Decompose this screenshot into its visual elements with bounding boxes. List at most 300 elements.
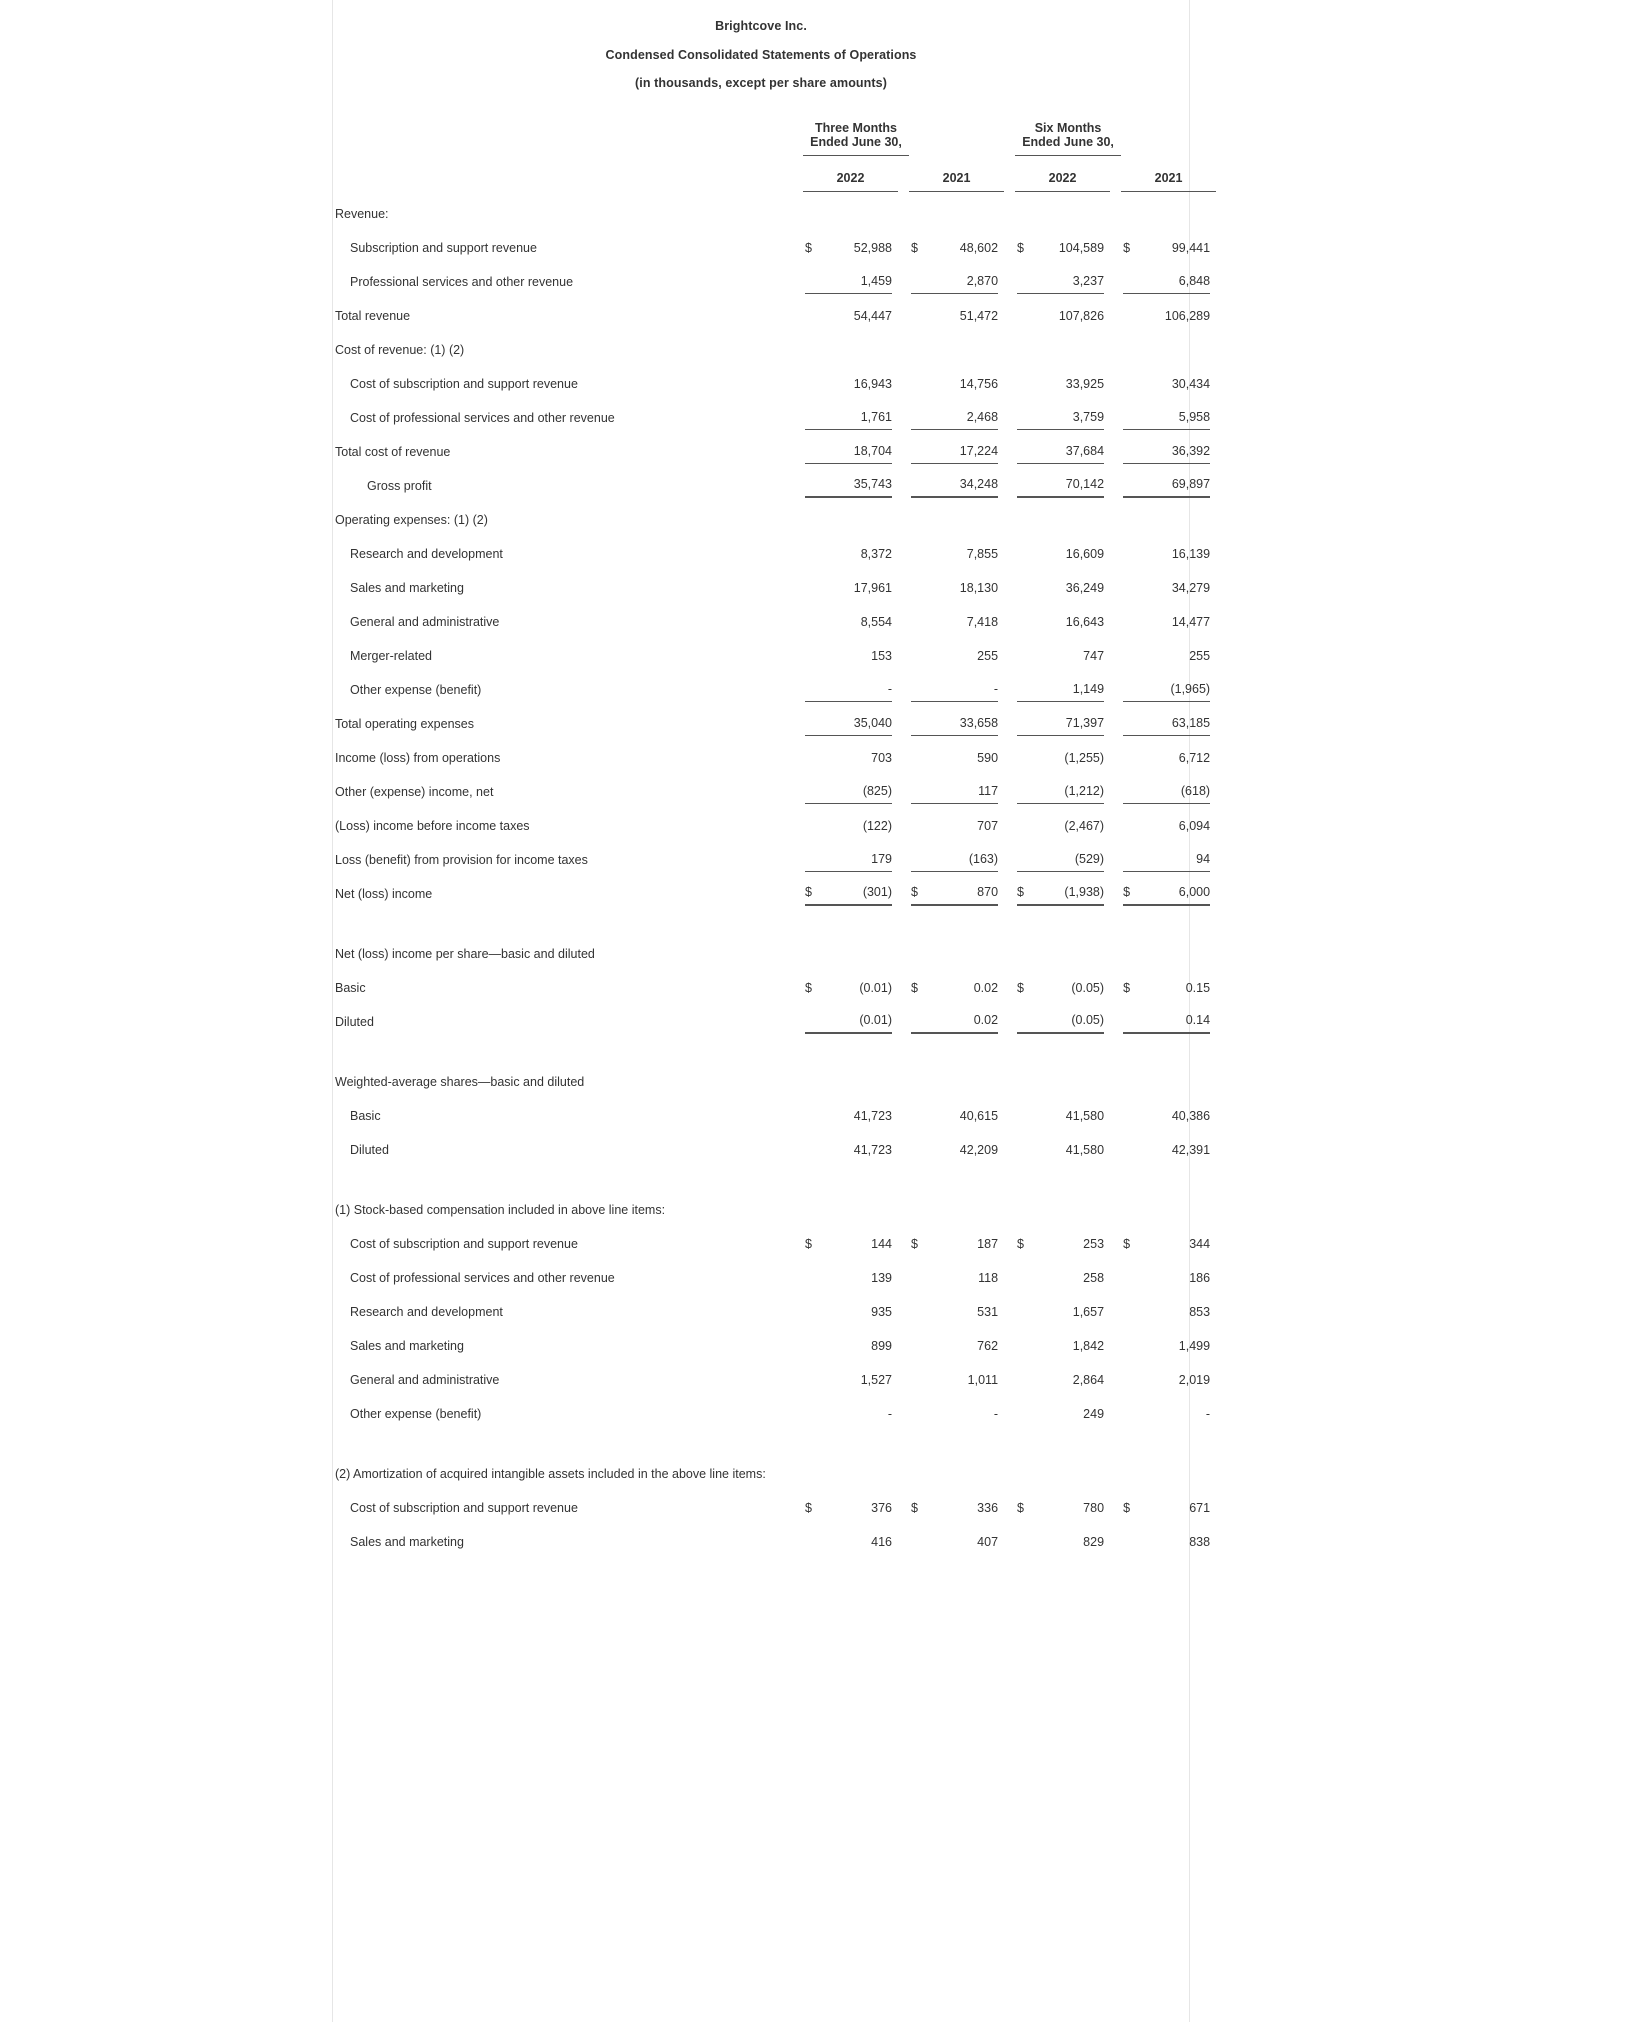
currency-symbol-cell bbox=[803, 600, 825, 634]
column-gap bbox=[898, 226, 909, 260]
currency-symbol-cell bbox=[1121, 1290, 1143, 1324]
column-gap bbox=[898, 838, 909, 872]
table-row bbox=[333, 192, 1216, 226]
column-gap bbox=[1004, 634, 1015, 668]
header-gap-2 bbox=[1004, 156, 1015, 192]
column-gap bbox=[1110, 770, 1121, 804]
currency-symbol-cell bbox=[803, 1452, 825, 1486]
currency-symbol-cell bbox=[803, 260, 825, 294]
table-row bbox=[333, 1128, 1216, 1162]
value-cell: (1,212) bbox=[1037, 770, 1110, 804]
table-row bbox=[333, 770, 1216, 804]
currency-symbol-cell bbox=[909, 1188, 931, 1222]
value-cell: 1,459 bbox=[825, 260, 898, 294]
currency-symbol-cell bbox=[1015, 1520, 1037, 1554]
currency-symbol-cell bbox=[909, 430, 931, 464]
value-cell: 117 bbox=[931, 770, 1004, 804]
row-label: Cost of professional services and other revenue bbox=[350, 1270, 615, 1285]
column-gap bbox=[898, 634, 909, 668]
currency-symbol-cell bbox=[803, 294, 825, 328]
currency-symbol-cell bbox=[1015, 770, 1037, 804]
currency-symbol-cell: $ bbox=[911, 1500, 918, 1515]
table-row bbox=[333, 1324, 1216, 1358]
currency-symbol-cell bbox=[1121, 1452, 1143, 1486]
table-row bbox=[333, 1290, 1216, 1324]
value-cell: 153 bbox=[871, 648, 892, 663]
column-gap bbox=[898, 1256, 909, 1290]
row-label: Gross profit bbox=[367, 478, 432, 493]
value-cell bbox=[825, 1060, 898, 1094]
table-row bbox=[333, 1392, 1216, 1426]
value-cell: 780 bbox=[1083, 1500, 1105, 1515]
value-cell: 42,391 bbox=[1171, 1142, 1211, 1157]
column-gap bbox=[898, 328, 909, 362]
row-label: Diluted bbox=[350, 1142, 389, 1157]
column-gap bbox=[1004, 1324, 1015, 1358]
column-gap bbox=[1110, 966, 1121, 1000]
currency-symbol-cell bbox=[909, 1392, 931, 1426]
value-cell: 139 bbox=[871, 1270, 892, 1285]
header-group-gap-2 bbox=[1121, 98, 1216, 156]
currency-symbol-cell bbox=[909, 498, 931, 532]
currency-symbol-cell bbox=[909, 464, 931, 498]
currency-symbol-cell bbox=[1121, 838, 1143, 872]
header-group-three-months: Three Months Ended June 30, bbox=[803, 98, 909, 156]
currency-symbol-cell: $ bbox=[1017, 980, 1024, 995]
currency-symbol-cell bbox=[1015, 804, 1037, 838]
currency-symbol-cell bbox=[1015, 430, 1037, 464]
value-cell bbox=[931, 1188, 1004, 1222]
currency-symbol-cell bbox=[803, 1520, 825, 1554]
row-label: Operating expenses: (1) (2) bbox=[335, 512, 488, 527]
currency-symbol-cell bbox=[1121, 1392, 1143, 1426]
currency-symbol-cell bbox=[1121, 600, 1143, 634]
table-row bbox=[333, 1094, 1216, 1128]
value-cell: 48,602 bbox=[959, 240, 999, 255]
currency-symbol-cell bbox=[803, 1290, 825, 1324]
column-gap bbox=[1004, 668, 1015, 702]
currency-symbol-cell bbox=[1121, 566, 1143, 600]
value-cell: 69,897 bbox=[1143, 464, 1216, 498]
row-label: Cost of subscription and support revenue bbox=[350, 1236, 578, 1251]
currency-symbol-cell bbox=[1121, 192, 1143, 226]
currency-symbol-cell bbox=[909, 600, 931, 634]
value-cell: 255 bbox=[1189, 648, 1211, 663]
column-gap bbox=[1110, 328, 1121, 362]
column-gap bbox=[898, 1520, 909, 1554]
currency-symbol-cell bbox=[1015, 464, 1037, 498]
currency-symbol-cell: $ bbox=[805, 1236, 812, 1251]
value-cell: 671 bbox=[1189, 1500, 1211, 1515]
currency-symbol-cell bbox=[1121, 1060, 1143, 1094]
value-cell bbox=[931, 192, 1004, 226]
value-cell: 18,704 bbox=[825, 430, 898, 464]
row-label: Weighted-average shares—basic and diluted bbox=[335, 1074, 585, 1089]
currency-symbol-cell bbox=[909, 260, 931, 294]
table-body bbox=[333, 192, 1216, 1554]
currency-symbol-cell bbox=[803, 736, 825, 770]
column-gap bbox=[1110, 804, 1121, 838]
row-label: Other expense (benefit) bbox=[350, 1406, 482, 1421]
table-row bbox=[333, 1486, 1216, 1520]
value-cell: 1,657 bbox=[1072, 1304, 1105, 1319]
column-gap bbox=[1004, 1256, 1015, 1290]
spacer-cell bbox=[333, 1162, 1216, 1188]
currency-symbol-cell bbox=[1121, 1324, 1143, 1358]
value-cell bbox=[825, 328, 898, 362]
currency-symbol-cell bbox=[1121, 362, 1143, 396]
row-label: Basic bbox=[350, 1108, 381, 1123]
column-gap bbox=[1110, 1520, 1121, 1554]
column-gap bbox=[1110, 430, 1121, 464]
column-gap bbox=[1004, 600, 1015, 634]
row-label: Sales and marketing bbox=[350, 1338, 464, 1353]
column-gap bbox=[898, 1094, 909, 1128]
value-cell bbox=[1143, 932, 1216, 966]
value-cell: 531 bbox=[977, 1304, 999, 1319]
column-gap bbox=[898, 396, 909, 430]
value-cell: 186 bbox=[1189, 1270, 1211, 1285]
value-cell: 0.02 bbox=[931, 1000, 1004, 1034]
row-label: Total operating expenses bbox=[335, 716, 474, 731]
value-cell bbox=[825, 1188, 898, 1222]
currency-symbol-cell bbox=[1121, 1094, 1143, 1128]
value-cell: 1,499 bbox=[1178, 1338, 1211, 1353]
value-cell bbox=[1037, 932, 1110, 966]
column-gap bbox=[1110, 1060, 1121, 1094]
currency-symbol-cell bbox=[1121, 736, 1143, 770]
value-cell bbox=[1037, 192, 1110, 226]
value-cell bbox=[1037, 328, 1110, 362]
table-row bbox=[333, 838, 1216, 872]
currency-symbol-cell: $ bbox=[911, 980, 918, 995]
value-cell: 747 bbox=[1083, 648, 1105, 663]
currency-symbol-cell bbox=[1121, 702, 1143, 736]
currency-symbol-cell bbox=[909, 566, 931, 600]
value-cell: - bbox=[825, 668, 898, 702]
currency-symbol-cell bbox=[909, 294, 931, 328]
currency-symbol-cell bbox=[909, 532, 931, 566]
table-row bbox=[333, 600, 1216, 634]
value-cell: (122) bbox=[862, 818, 892, 833]
value-cell: (1,255) bbox=[1064, 750, 1105, 765]
row-label: Sales and marketing bbox=[350, 1534, 464, 1549]
row-label: Other expense (benefit) bbox=[350, 682, 482, 697]
table-row bbox=[333, 226, 1216, 260]
value-cell: 6,848 bbox=[1143, 260, 1216, 294]
value-cell: 42,209 bbox=[959, 1142, 999, 1157]
value-cell: 41,723 bbox=[853, 1108, 892, 1123]
value-cell: 590 bbox=[977, 750, 999, 765]
row-label: Professional services and other revenue bbox=[350, 274, 574, 289]
document-subtitle: (in thousands, except per share amounts) bbox=[635, 76, 887, 90]
header-year-h1-2021: 2021 bbox=[1121, 156, 1216, 192]
column-gap bbox=[1004, 1000, 1015, 1034]
column-gap bbox=[1004, 362, 1015, 396]
value-cell: 179 bbox=[825, 838, 898, 872]
value-cell: 94 bbox=[1143, 838, 1216, 872]
value-cell: 37,684 bbox=[1037, 430, 1110, 464]
spacer-cell bbox=[333, 906, 1216, 932]
currency-symbol-cell: $ bbox=[1015, 872, 1037, 906]
table-row bbox=[333, 362, 1216, 396]
value-cell: (1,938) bbox=[1037, 872, 1110, 906]
currency-symbol-cell bbox=[803, 838, 825, 872]
value-cell: 41,723 bbox=[853, 1142, 892, 1157]
column-gap bbox=[898, 192, 909, 226]
row-label: General and administrative bbox=[350, 1372, 500, 1387]
value-cell: 853 bbox=[1189, 1304, 1211, 1319]
column-gap bbox=[1110, 702, 1121, 736]
value-cell: 376 bbox=[871, 1500, 892, 1515]
value-cell bbox=[825, 932, 898, 966]
currency-symbol-cell: $ bbox=[1123, 1500, 1131, 1515]
currency-symbol-cell bbox=[1121, 634, 1143, 668]
document-title: Condensed Consolidated Statements of Operations bbox=[605, 47, 917, 62]
value-cell: 107,826 bbox=[1058, 308, 1105, 323]
currency-symbol-cell bbox=[803, 192, 825, 226]
currency-symbol-cell bbox=[1015, 1188, 1037, 1222]
value-cell: 0.02 bbox=[973, 980, 999, 995]
column-gap bbox=[1110, 1256, 1121, 1290]
column-gap bbox=[1004, 702, 1015, 736]
value-cell: 3,759 bbox=[1037, 396, 1110, 430]
value-cell bbox=[1143, 1452, 1216, 1486]
currency-symbol-cell bbox=[803, 1358, 825, 1392]
column-gap bbox=[898, 1222, 909, 1256]
document-page bbox=[332, 0, 1211, 2022]
table-row bbox=[333, 532, 1216, 566]
currency-symbol-cell bbox=[1121, 804, 1143, 838]
currency-symbol-cell bbox=[803, 1188, 825, 1222]
column-gap bbox=[1004, 872, 1015, 906]
value-cell: 829 bbox=[1083, 1534, 1105, 1549]
value-cell: 106,289 bbox=[1164, 308, 1211, 323]
currency-symbol-cell bbox=[1121, 464, 1143, 498]
value-cell bbox=[931, 1452, 1004, 1486]
currency-symbol-cell bbox=[803, 396, 825, 430]
header-gap-1 bbox=[898, 156, 909, 192]
table-row bbox=[333, 430, 1216, 464]
value-cell: (0.05) bbox=[1037, 1000, 1110, 1034]
column-gap bbox=[1110, 532, 1121, 566]
currency-symbol-cell bbox=[1121, 1256, 1143, 1290]
value-cell bbox=[1037, 1452, 1110, 1486]
currency-symbol-cell bbox=[803, 770, 825, 804]
value-cell: 0.14 bbox=[1143, 1000, 1216, 1034]
value-cell: (2,467) bbox=[1064, 818, 1105, 833]
currency-symbol-cell bbox=[1015, 566, 1037, 600]
value-cell: 2,019 bbox=[1178, 1372, 1211, 1387]
row-label: General and administrative bbox=[350, 614, 500, 629]
value-cell: 71,397 bbox=[1037, 702, 1110, 736]
table-row bbox=[333, 932, 1216, 966]
value-cell: - bbox=[993, 1406, 999, 1421]
value-cell: (825) bbox=[825, 770, 898, 804]
table-row bbox=[333, 328, 1216, 362]
column-gap bbox=[898, 702, 909, 736]
currency-symbol-cell bbox=[1121, 294, 1143, 328]
currency-symbol-cell bbox=[1015, 1256, 1037, 1290]
column-gap bbox=[898, 1486, 909, 1520]
table-row bbox=[333, 498, 1216, 532]
column-gap bbox=[1110, 872, 1121, 906]
value-cell: 118 bbox=[978, 1270, 999, 1285]
value-cell: 99,441 bbox=[1171, 240, 1211, 255]
header-spacer bbox=[333, 98, 803, 156]
currency-symbol-cell bbox=[1121, 668, 1143, 702]
value-cell: 144 bbox=[871, 1236, 892, 1251]
column-gap bbox=[898, 932, 909, 966]
currency-symbol-cell bbox=[803, 668, 825, 702]
column-gap bbox=[1004, 1392, 1015, 1426]
column-gap bbox=[1004, 498, 1015, 532]
currency-symbol-cell: $ bbox=[1017, 240, 1024, 255]
column-gap bbox=[1004, 932, 1015, 966]
value-cell bbox=[931, 1060, 1004, 1094]
currency-symbol-cell bbox=[803, 702, 825, 736]
header-year-q2-2022: 2022 bbox=[803, 156, 898, 192]
value-cell: 2,864 bbox=[1072, 1372, 1105, 1387]
document-header bbox=[333, 0, 1189, 98]
column-gap bbox=[1004, 192, 1015, 226]
currency-symbol-cell: $ bbox=[1121, 872, 1143, 906]
value-cell: 35,743 bbox=[825, 464, 898, 498]
column-gap bbox=[1110, 226, 1121, 260]
row-label: Research and development bbox=[350, 1304, 503, 1319]
value-cell: 35,040 bbox=[825, 702, 898, 736]
column-gap bbox=[1110, 566, 1121, 600]
value-cell: 336 bbox=[977, 1500, 999, 1515]
column-gap bbox=[1110, 838, 1121, 872]
currency-symbol-cell: $ bbox=[1123, 1236, 1131, 1251]
currency-symbol-cell bbox=[1121, 1188, 1143, 1222]
currency-symbol-cell bbox=[803, 328, 825, 362]
table-row bbox=[333, 294, 1216, 328]
table-row bbox=[333, 464, 1216, 498]
value-cell: 6,000 bbox=[1143, 872, 1216, 906]
currency-symbol-cell bbox=[803, 1324, 825, 1358]
value-cell: 41,580 bbox=[1065, 1142, 1105, 1157]
currency-symbol-cell bbox=[909, 634, 931, 668]
currency-symbol-cell bbox=[909, 1256, 931, 1290]
currency-symbol-cell bbox=[909, 1324, 931, 1358]
currency-symbol-cell bbox=[1015, 1358, 1037, 1392]
column-gap bbox=[1004, 464, 1015, 498]
value-cell: 258 bbox=[1083, 1270, 1105, 1285]
value-cell: 7,855 bbox=[966, 546, 999, 561]
value-cell: 1,842 bbox=[1072, 1338, 1105, 1353]
value-cell: 16,139 bbox=[1171, 546, 1211, 561]
column-gap bbox=[1004, 532, 1015, 566]
row-label: Cost of subscription and support revenue bbox=[350, 1500, 578, 1515]
value-cell: 6,094 bbox=[1178, 818, 1211, 833]
column-gap bbox=[898, 736, 909, 770]
column-gap bbox=[898, 1452, 909, 1486]
column-gap bbox=[1110, 260, 1121, 294]
value-cell bbox=[1143, 498, 1216, 532]
row-label: Subscription and support revenue bbox=[350, 240, 537, 255]
value-cell bbox=[1143, 1060, 1216, 1094]
header-group-gap bbox=[909, 98, 1015, 156]
currency-symbol-cell bbox=[1015, 838, 1037, 872]
currency-symbol-cell bbox=[1015, 1290, 1037, 1324]
row-label: (2) Amortization of acquired intangible assets included in the above line items: bbox=[335, 1466, 766, 1481]
value-cell: 14,477 bbox=[1171, 614, 1211, 629]
row-label: Other (expense) income, net bbox=[335, 784, 494, 799]
column-gap bbox=[1110, 1000, 1121, 1034]
row-label: Sales and marketing bbox=[350, 580, 464, 595]
currency-symbol-cell bbox=[909, 1520, 931, 1554]
currency-symbol-cell bbox=[909, 1000, 931, 1034]
column-gap bbox=[1004, 736, 1015, 770]
currency-symbol-cell bbox=[803, 1060, 825, 1094]
currency-symbol-cell: $ bbox=[803, 872, 825, 906]
value-cell bbox=[1143, 328, 1216, 362]
column-gap bbox=[1110, 600, 1121, 634]
currency-symbol-cell bbox=[1015, 1000, 1037, 1034]
value-cell: 416 bbox=[871, 1534, 892, 1549]
currency-symbol-cell bbox=[1015, 498, 1037, 532]
row-label: Total revenue bbox=[335, 308, 411, 323]
currency-symbol-cell bbox=[909, 932, 931, 966]
row-label: Loss (benefit) from provision for income taxes bbox=[335, 852, 588, 867]
value-cell: 707 bbox=[977, 818, 999, 833]
currency-symbol-cell bbox=[1121, 328, 1143, 362]
currency-symbol-cell bbox=[1015, 932, 1037, 966]
value-cell: 18,130 bbox=[959, 580, 999, 595]
column-gap bbox=[1110, 464, 1121, 498]
value-cell: (0.01) bbox=[859, 980, 892, 995]
currency-symbol-cell bbox=[1015, 1128, 1037, 1162]
value-cell: - bbox=[931, 668, 1004, 702]
currency-symbol-cell bbox=[803, 634, 825, 668]
header-year-h1-2022: 2022 bbox=[1015, 156, 1110, 192]
value-cell: (0.05) bbox=[1071, 980, 1105, 995]
table-row bbox=[333, 1358, 1216, 1392]
value-cell: 1,149 bbox=[1037, 668, 1110, 702]
row-label: Revenue: bbox=[335, 206, 389, 221]
column-gap bbox=[1110, 1324, 1121, 1358]
table-spacer-row bbox=[333, 1426, 1216, 1452]
column-gap bbox=[1004, 1452, 1015, 1486]
table-row bbox=[333, 1222, 1216, 1256]
currency-symbol-cell bbox=[909, 838, 931, 872]
value-cell: 17,961 bbox=[853, 580, 892, 595]
value-cell: 34,248 bbox=[931, 464, 1004, 498]
currency-symbol-cell bbox=[1015, 1452, 1037, 1486]
table-row bbox=[333, 1000, 1216, 1034]
currency-symbol-cell bbox=[1015, 192, 1037, 226]
column-gap bbox=[1004, 430, 1015, 464]
currency-symbol-cell bbox=[1015, 668, 1037, 702]
currency-symbol-cell: $ bbox=[805, 1500, 812, 1515]
column-gap bbox=[1004, 804, 1015, 838]
value-cell: 249 bbox=[1083, 1406, 1105, 1421]
table-header bbox=[333, 98, 1216, 192]
currency-symbol-cell bbox=[909, 1358, 931, 1392]
value-cell: 253 bbox=[1083, 1236, 1105, 1251]
row-label: Net (loss) income per share—basic and diluted bbox=[335, 946, 595, 961]
value-cell: 41,580 bbox=[1065, 1108, 1105, 1123]
row-label: (Loss) income before income taxes bbox=[335, 818, 530, 833]
currency-symbol-cell bbox=[1015, 1094, 1037, 1128]
currency-symbol-cell bbox=[803, 430, 825, 464]
column-gap bbox=[1004, 328, 1015, 362]
column-gap bbox=[1004, 1358, 1015, 1392]
value-cell: 2,468 bbox=[931, 396, 1004, 430]
value-cell: 14,756 bbox=[959, 376, 999, 391]
